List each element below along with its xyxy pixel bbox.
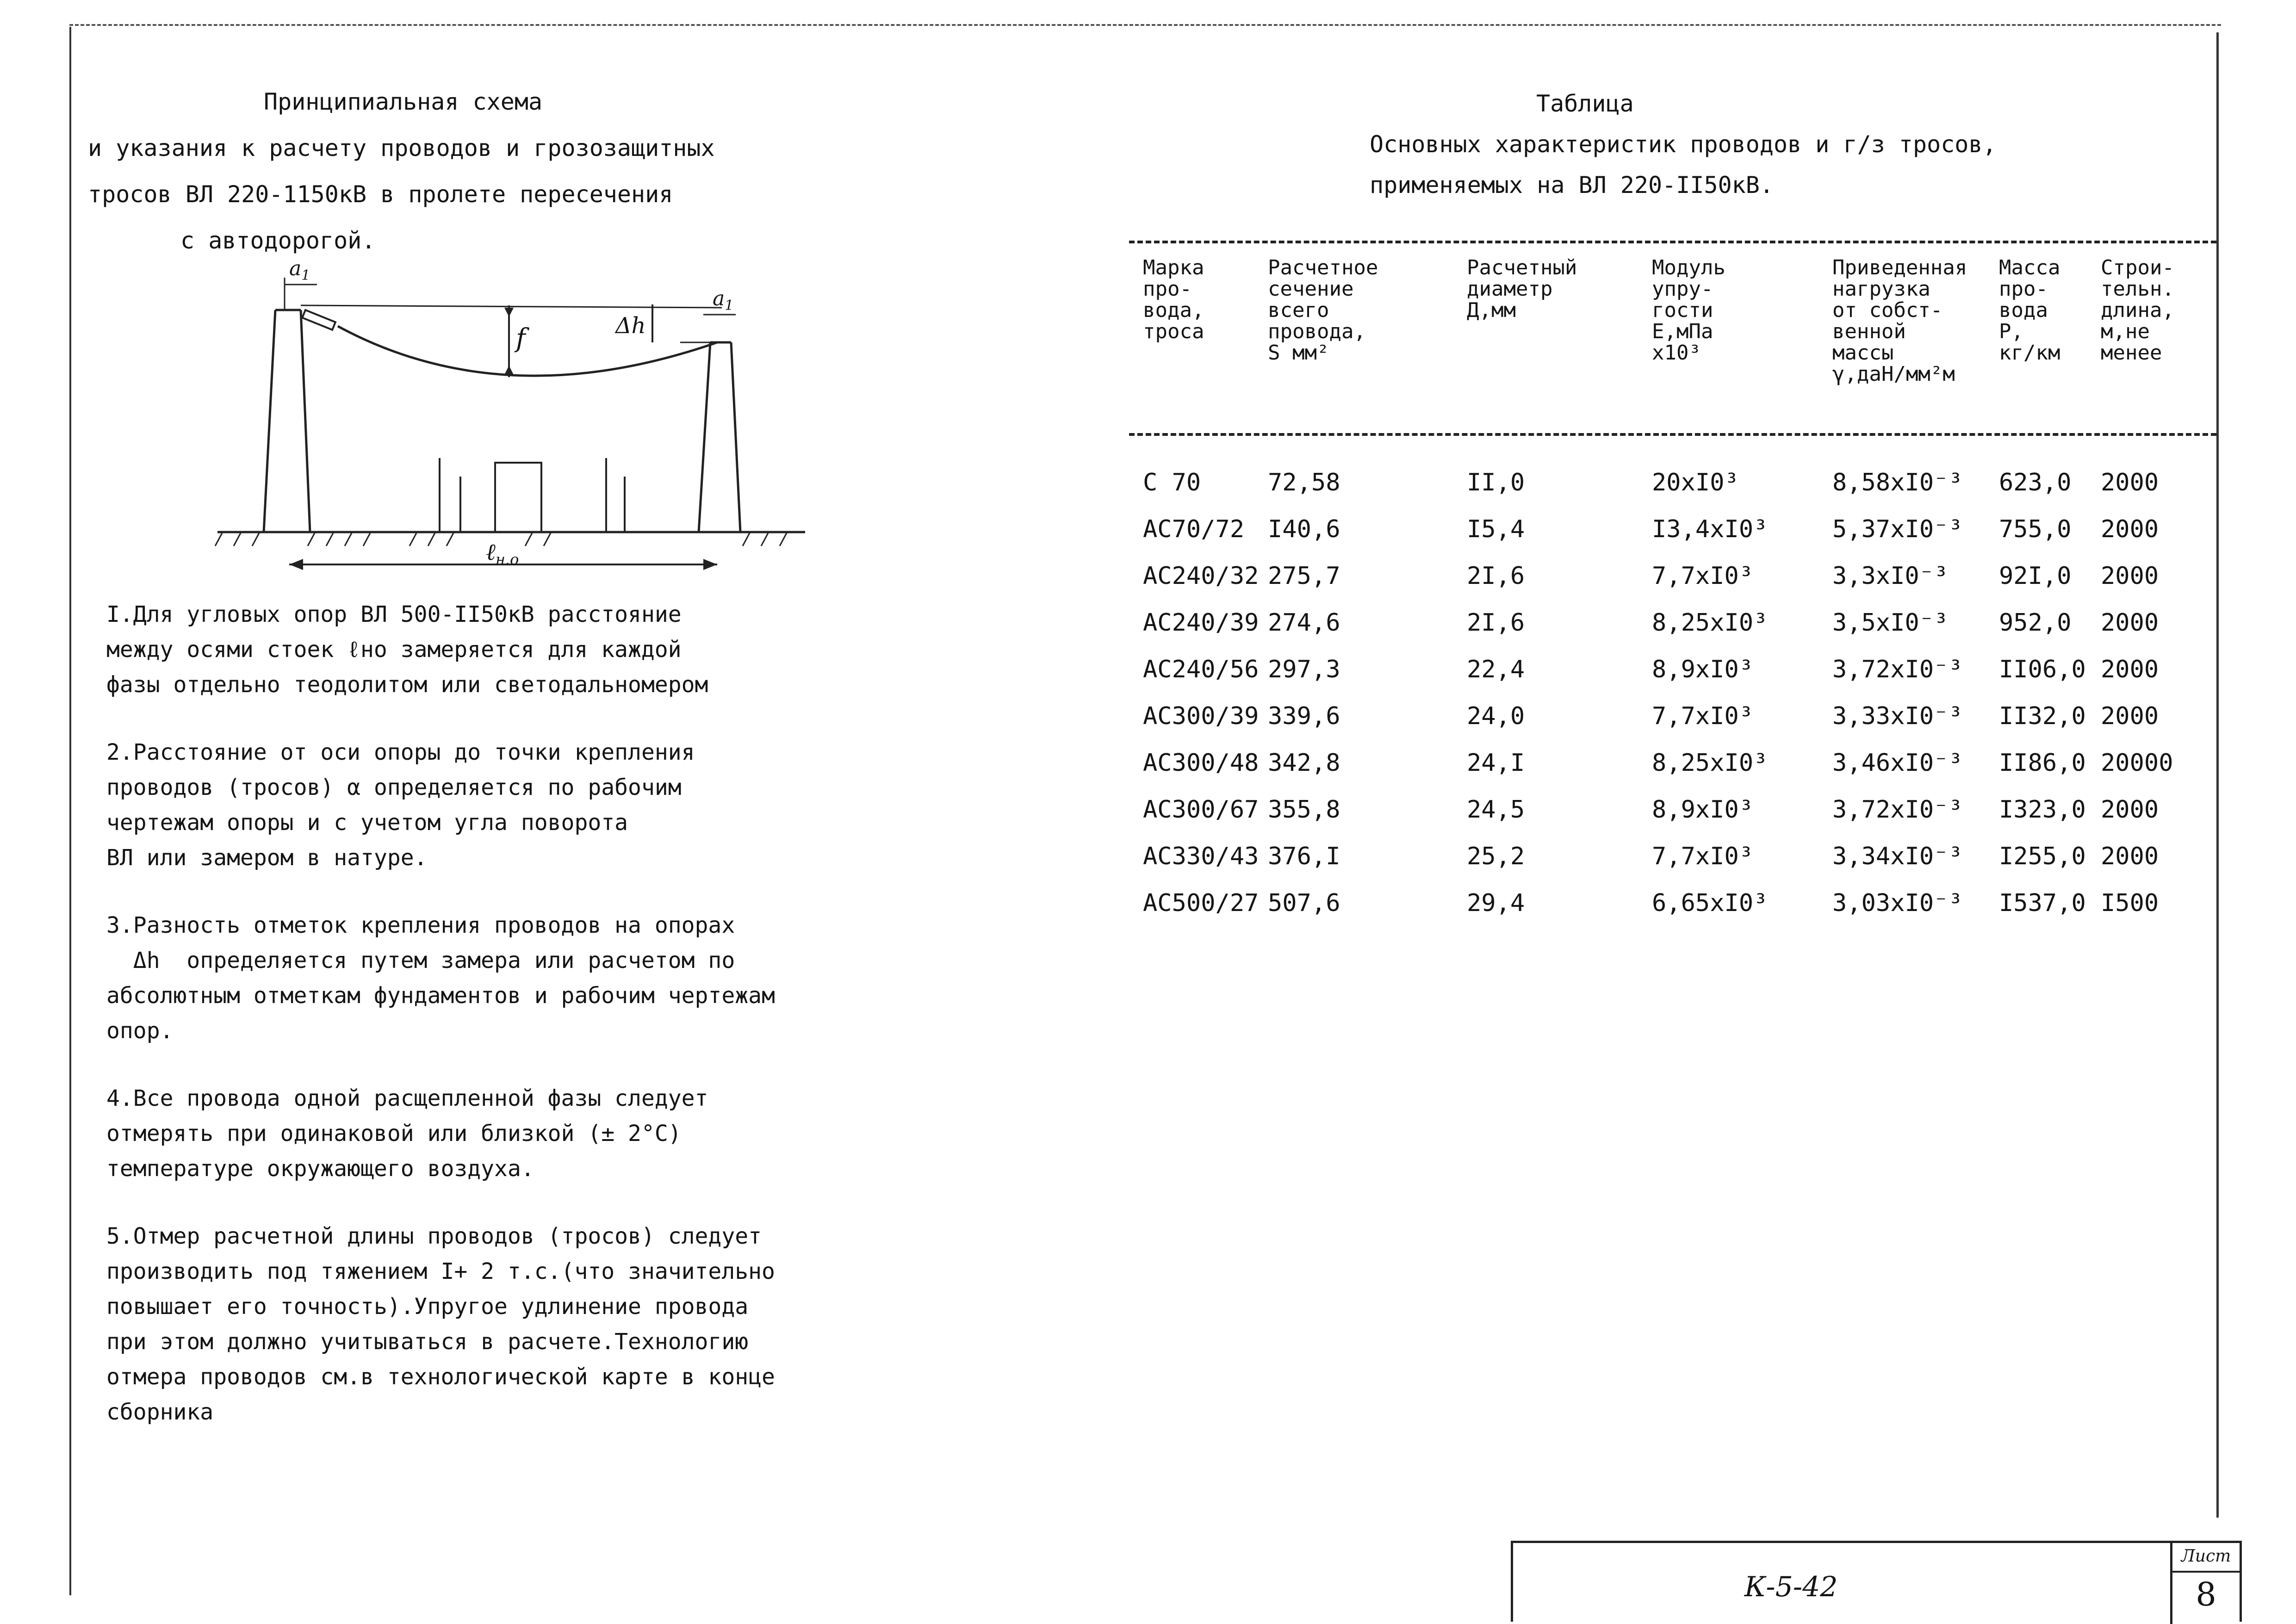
table-cell: 25,2 xyxy=(1467,842,1525,870)
table-cell: I323,0 xyxy=(1999,795,2086,824)
table-cell: 3,72xI0⁻³ xyxy=(1832,795,1963,824)
title-block-stamp xyxy=(1511,1541,2242,1622)
table-cell: 92I,0 xyxy=(1999,562,2072,590)
span-crossing-diagram xyxy=(208,250,810,583)
table-cell: 339,6 xyxy=(1268,702,1340,730)
table-cell: 8,25xI0³ xyxy=(1652,749,1768,777)
table-cell: I500 xyxy=(2101,889,2159,917)
header-cell: Приведенная нагрузка от собст- венной массы γ,даН/мм²м xyxy=(1832,256,1967,386)
table-cell: 2000 xyxy=(2101,515,2159,543)
table-cell: II32,0 xyxy=(1999,702,2086,730)
table-cell: 2000 xyxy=(2101,608,2159,637)
table-cell: I5,4 xyxy=(1467,515,1525,543)
table-cell: 6,65xI0³ xyxy=(1652,889,1768,917)
table-cell: АС330/43 xyxy=(1143,842,1259,870)
sheet-box xyxy=(2170,1543,2240,1624)
label-f: f xyxy=(516,323,526,353)
table-row xyxy=(1129,739,2216,786)
table-row xyxy=(1129,459,2216,506)
note-1: I.Для угловых опор ВЛ 500-II50кВ расстояние между осями стоек ℓно замеряется для каждой фазы отдельно теодолитом или светодальномером xyxy=(106,601,708,698)
table-cell: 952,0 xyxy=(1999,608,2072,637)
chord-line xyxy=(301,305,722,308)
table-title xyxy=(1370,83,1997,205)
sag-arrow-bottom xyxy=(504,366,514,375)
table-row xyxy=(1129,880,2216,926)
table-cell: 8,9xI0³ xyxy=(1652,655,1754,683)
table-cell: II06,0 xyxy=(1999,655,2086,683)
table-cell: 376,I xyxy=(1268,842,1340,870)
table-cell: 5,37xI0⁻³ xyxy=(1832,515,1963,543)
sag-arrow-top xyxy=(504,308,514,317)
header-cell: Масса про- вода Р, кг/км xyxy=(1999,256,2060,365)
table-cell: 342,8 xyxy=(1268,749,1340,777)
table-cell: 22,4 xyxy=(1467,655,1525,683)
table-cell: 24,5 xyxy=(1467,795,1525,824)
table-cell: 24,I xyxy=(1467,749,1525,777)
table-cell: 29,4 xyxy=(1467,889,1525,917)
table-cell: 24,0 xyxy=(1467,702,1525,730)
table-cell: 623,0 xyxy=(1999,468,2072,496)
table-cell: 20000 xyxy=(2101,749,2173,777)
table-cell: 3,5xI0⁻³ xyxy=(1832,608,1948,637)
table-cell: 8,58xI0⁻³ xyxy=(1832,468,1963,496)
frame-top-border xyxy=(69,24,2221,26)
table-cell: 8,9xI0³ xyxy=(1652,795,1754,824)
table-cell: 3,46xI0⁻³ xyxy=(1832,749,1963,777)
table-cell: 2I,6 xyxy=(1467,562,1525,590)
table-cell: С 70 xyxy=(1143,468,1201,496)
document-number: К-5-42 xyxy=(1744,1571,1838,1603)
table-cell: АС240/39 xyxy=(1143,608,1259,637)
table-title-line-3: применяемых на ВЛ 220-II50кВ. xyxy=(1370,172,1774,198)
table-cell: АС300/39 xyxy=(1143,702,1259,730)
calculation-notes xyxy=(106,597,838,1462)
header-cell: Марка про- вода, троса xyxy=(1143,256,1204,343)
table-cell: 355,8 xyxy=(1268,795,1340,824)
table-cell: АС500/27 xyxy=(1143,889,1259,917)
table-cell: АС300/67 xyxy=(1143,795,1259,824)
note-4: 4.Все провода одной расщепленной фазы следует отмерять при одинаковой или близкой (± 2°С) температуре окружающего воздуха. xyxy=(106,1085,708,1182)
table-cell: 507,6 xyxy=(1268,889,1340,917)
table-body xyxy=(1129,436,2216,926)
right-tower xyxy=(699,342,740,532)
table-header xyxy=(1129,243,2216,433)
table-cell: 3,33xI0⁻³ xyxy=(1832,702,1963,730)
table-cell: АС240/32 xyxy=(1143,562,1259,590)
table-cell: 3,3xI0⁻³ xyxy=(1832,562,1948,590)
table-cell: АС70/72 xyxy=(1143,515,1245,543)
sheet-label: Лист xyxy=(2172,1543,2240,1573)
table-row xyxy=(1129,506,2216,552)
header-cell: Расчетный диаметр Д,мм xyxy=(1467,256,1577,322)
table-cell: 2000 xyxy=(2101,468,2159,496)
wire-characteristics-table xyxy=(1129,241,2216,926)
table-cell: 274,6 xyxy=(1268,608,1340,637)
table-cell: 2000 xyxy=(2101,702,2159,730)
table-cell: 2000 xyxy=(2101,795,2159,824)
table-cell: 7,7xI0³ xyxy=(1652,842,1754,870)
header-cell: Модуль упру- гости Е,мПа x10³ xyxy=(1652,256,1725,365)
table-cell: 7,7xI0³ xyxy=(1652,562,1754,590)
table-cell: АС240/56 xyxy=(1143,655,1259,683)
table-cell: II,0 xyxy=(1467,468,1525,496)
table-row xyxy=(1129,646,2216,693)
table-cell: 2000 xyxy=(2101,842,2159,870)
table-cell: 2000 xyxy=(2101,655,2159,683)
schema-title-line-3: тросов ВЛ 220-1150кВ в пролете пересечения xyxy=(88,181,673,208)
schema-title-line-4: с автодорогой. xyxy=(180,227,376,254)
span-arrow-left xyxy=(289,559,303,570)
schema-title-line-1: Принципиальная схема xyxy=(264,88,543,115)
label-span: ℓ$_{н.о}$ xyxy=(486,539,519,568)
label-a1-left: $a_1$ xyxy=(289,257,310,284)
table-cell: 72,58 xyxy=(1268,468,1340,496)
table-cell: 3,72xI0⁻³ xyxy=(1832,655,1963,683)
sheet-number: 8 xyxy=(2196,1575,2216,1613)
table-row xyxy=(1129,786,2216,833)
insulator xyxy=(302,310,335,330)
table-cell: 3,34xI0⁻³ xyxy=(1832,842,1963,870)
header-cell: Расчетное сечение всего провода, S мм² xyxy=(1268,256,1378,365)
note-2: 2.Расстояние от оси опоры до точки крепления проводов (тросов) α определяется по рабочим чертежам опоры и с учетом угла поворота ВЛ или замером в натуре. xyxy=(106,739,695,871)
table-cell: 3,03xI0⁻³ xyxy=(1832,889,1963,917)
table-cell: 7,7xI0³ xyxy=(1652,702,1754,730)
table-cell: 8,25xI0³ xyxy=(1652,608,1768,637)
note-3: 3.Разность отметок крепления проводов на опорах Δh определяется путем замера или расчетом по абсолютным отметкам фундаментов и рабочим чертежам опор. xyxy=(106,912,775,1044)
note-5: 5.Отмер расчетной длины проводов (тросов) следует производить под тяжением I+ 2 т.с.(что значительно повышает его точность).Упругое удлинение провода при этом должно учитываться в расчете.Технологию отмера проводов см.в технологической карте в конце сборника xyxy=(106,1223,775,1425)
table-cell: I255,0 xyxy=(1999,842,2086,870)
table-row xyxy=(1129,552,2216,599)
table-cell: 20xI0³ xyxy=(1652,468,1739,496)
table-cell: II86,0 xyxy=(1999,749,2086,777)
table-cell: I537,0 xyxy=(1999,889,2086,917)
road-objects xyxy=(440,458,625,532)
schema-title-line-2: и указания к расчету проводов и грозозащитных xyxy=(88,135,715,161)
ground-hatching xyxy=(215,533,787,546)
label-a1-right: $a_1$ xyxy=(713,287,734,314)
table-cell: I40,6 xyxy=(1268,515,1340,543)
frame-left-border xyxy=(69,27,71,1595)
table-cell: 2I,6 xyxy=(1467,608,1525,637)
table-cell: 275,7 xyxy=(1268,562,1340,590)
frame-right-border xyxy=(2216,32,2219,1518)
left-tower xyxy=(264,310,310,532)
table-cell: 2000 xyxy=(2101,562,2159,590)
schema-title xyxy=(88,79,828,264)
span-arrow-right xyxy=(703,559,717,570)
table-cell: АС300/48 xyxy=(1143,749,1259,777)
label-delta-h: Δh xyxy=(615,313,646,339)
table-row xyxy=(1129,599,2216,646)
table-cell: 297,3 xyxy=(1268,655,1340,683)
table-row xyxy=(1129,833,2216,880)
table-cell: 755,0 xyxy=(1999,515,2072,543)
conductor-sag-curve xyxy=(338,326,717,376)
table-row xyxy=(1129,693,2216,739)
table-title-line-1: Таблица xyxy=(1536,90,1634,117)
table-title-line-2: Основных характеристик проводов и г/з тросов, xyxy=(1370,131,1997,158)
header-cell: Строи- тельн. длина, м,не менее xyxy=(2101,256,2174,365)
table-cell: I3,4xI0³ xyxy=(1652,515,1768,543)
